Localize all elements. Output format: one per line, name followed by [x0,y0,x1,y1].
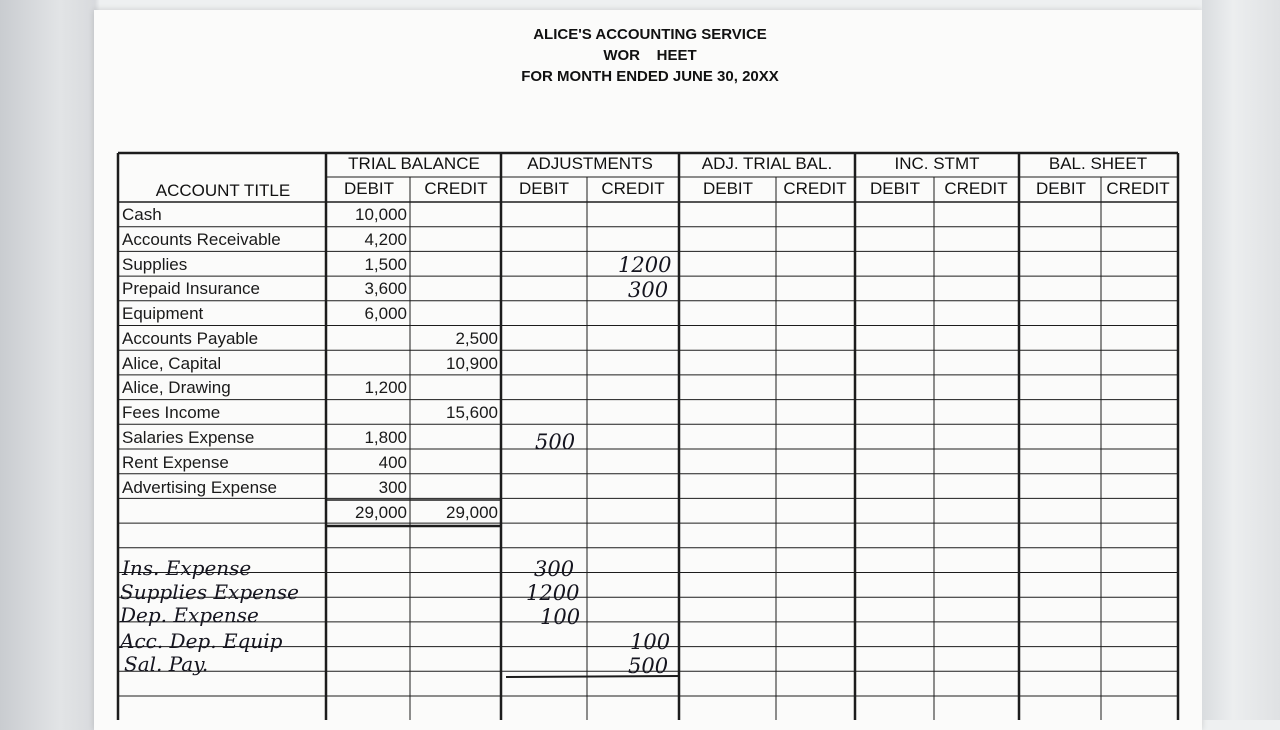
bs-debit-header: DEBIT [1035,179,1087,198]
account-name: Fees Income [122,403,221,422]
atb-debit-header: DEBIT [702,179,754,198]
group-header-adj-trial-bal: ADJ. TRIAL BAL. [701,154,833,173]
atb-credit-header: CREDIT [783,179,847,198]
handwritten-account-name: Acc. Dep. Equip [120,629,283,653]
company-name: ALICE'S ACCOUNTING SERVICE [533,26,767,43]
tb-credit-total: 29,000 [446,503,498,522]
group-header-inc-stmt: INC. STMT [894,154,980,173]
handwritten-adj-debit-dep: 100 [540,605,581,629]
tb-credit-value: 15,600 [446,403,498,422]
handwritten-adj-credit-accdep: 100 [630,630,671,654]
tb-debit-value: 10,000 [355,205,407,224]
account-name: Prepaid Insurance [122,279,260,298]
account-name: Accounts Receivable [122,230,281,249]
account-name: Accounts Payable [122,329,259,348]
bs-credit-header: CREDIT [1106,179,1170,198]
account-name: Alice, Capital [122,354,222,373]
handwritten-adj-debit-supplies-exp: 1200 [526,581,580,605]
handwritten-adj-debit-ins: 300 [534,557,575,581]
is-credit-header: CREDIT [944,179,1008,198]
worksheet-title: WOR HEET [603,47,697,64]
handwritten-account-name: Ins. Expense [122,556,252,580]
tb-credit-header: CREDIT [424,179,488,198]
tb-debit-value: 1,200 [364,378,407,397]
handwritten-adj-credit-prepaid: 300 [628,278,669,302]
handwritten-adj-credit-salpay: 500 [628,654,669,678]
account-name: Cash [122,205,162,224]
tb-debit-value: 1,800 [364,428,407,447]
group-header-adjustments: ADJUSTMENTS [527,154,653,173]
tb-debit-value: 1,500 [364,255,407,274]
tb-debit-value: 400 [378,453,407,472]
account-name: Salaries Expense [122,428,255,447]
tb-debit-value: 300 [378,478,407,497]
tb-credit-value: 2,500 [455,329,498,348]
tb-debit-value: 3,600 [364,279,407,298]
tb-debit-header: DEBIT [343,179,395,198]
account-name: Advertising Expense [122,478,277,497]
adj-credit-header: CREDIT [601,179,665,198]
is-debit-header: DEBIT [869,179,921,198]
tb-debit-value: 4,200 [364,230,407,249]
account-title-header: ACCOUNT TITLE [155,181,291,200]
account-name: Equipment [122,304,204,323]
period-line: FOR MONTH ENDED JUNE 30, 20XX [521,68,779,85]
group-header-bal-sheet: BAL. SHEET [1048,154,1148,173]
adj-debit-header: DEBIT [518,179,570,198]
account-name: Rent Expense [122,453,229,472]
handwritten-account-name: Sal. Pay. [124,652,209,676]
account-name: Supplies [122,255,188,274]
tb-credit-value: 10,900 [446,354,498,373]
tb-debit-total: 29,000 [355,503,407,522]
tb-debit-value: 6,000 [364,304,407,323]
handwritten-adj-credit-supplies: 1200 [618,253,672,277]
account-name: Alice, Drawing [122,378,231,397]
handwritten-account-name: Dep. Expense [120,603,259,627]
handwritten-account-name: Supplies Expense [120,580,299,604]
handwritten-adj-debit-salaries: 500 [535,430,576,454]
group-header-trial-balance: TRIAL BALANCE [348,154,480,173]
